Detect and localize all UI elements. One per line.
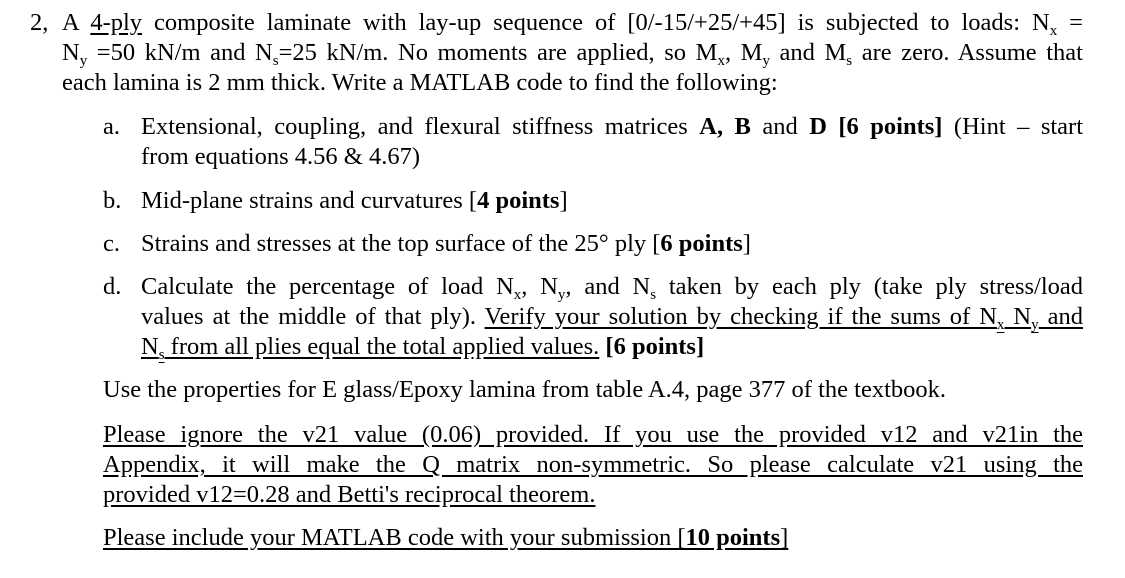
text-run: N xyxy=(1004,303,1032,330)
subscript: s xyxy=(272,53,279,69)
text-run: ] xyxy=(559,187,568,214)
question-number: 2, xyxy=(30,9,49,36)
text-run: Use the properties for E glass/Epoxy lamina from table A.4, page 377 of the textbook. xyxy=(103,376,947,403)
text-run: from equations 4.56 & 4.67) xyxy=(141,143,420,170)
subscript: x xyxy=(717,53,725,69)
text-run: =25 kN/m. No moments are applied, so M xyxy=(278,39,718,66)
item-marker: c. xyxy=(103,230,120,257)
subscript: y xyxy=(762,53,770,69)
text-line xyxy=(141,229,751,259)
text-run: 6 points xyxy=(660,230,743,257)
text-run: , M xyxy=(724,39,763,66)
text-run: Appendix, it will make the Q matrix non-symmetric. So please calculate v21 using the xyxy=(103,451,1083,478)
subscript: s xyxy=(158,347,165,363)
text-run: and xyxy=(750,113,810,140)
text-line xyxy=(141,302,1083,332)
subscript: x xyxy=(1049,23,1058,39)
text-line xyxy=(62,8,1083,38)
text-run: ] xyxy=(742,230,751,257)
subscript: y xyxy=(79,53,88,69)
text-run: N xyxy=(141,333,159,360)
text-run: from all plies equal the total applied values. xyxy=(164,333,600,360)
item-marker: b. xyxy=(103,187,122,214)
subscript: s xyxy=(846,53,853,69)
text-line xyxy=(103,420,1083,450)
text-run: 4-ply xyxy=(90,9,143,36)
text-line xyxy=(103,450,1083,480)
text-run: Extensional, coupling, and flexural stiffness matrices xyxy=(141,113,700,140)
text-run: provided v12=0.28 and Betti's reciprocal theorem. xyxy=(103,481,596,508)
subscript: y xyxy=(557,287,566,303)
text-run: taken by each ply (take ply stress/load xyxy=(656,273,1084,300)
text-line xyxy=(62,68,778,98)
text-run: and M xyxy=(769,39,847,66)
text-run: Verify your solution by checking if the sums of N xyxy=(484,303,997,330)
text-line xyxy=(141,112,1083,142)
text-line xyxy=(141,186,568,216)
text-run: A, B xyxy=(699,113,751,140)
text-run: N xyxy=(62,39,80,66)
text-run: =50 kN/m and N xyxy=(87,39,273,66)
text-run: Mid-plane strains and curvatures [ xyxy=(141,187,478,214)
text-line xyxy=(103,480,595,510)
subscript: s xyxy=(650,287,657,303)
text-run: Please include your MATLAB code with your submission [ xyxy=(103,524,686,551)
text-run: each lamina is 2 mm thick. Write a MATLAB code to find the following: xyxy=(62,69,778,96)
text-line xyxy=(141,142,420,172)
text-run: Strains and stresses at the top surface of the 25° ply [ xyxy=(141,230,661,257)
text-run: ] xyxy=(780,524,789,551)
text-line xyxy=(141,272,1083,302)
text-run: , N xyxy=(521,273,558,300)
text-line xyxy=(103,375,946,405)
text-run: and xyxy=(1038,303,1083,330)
text-run: 4 points xyxy=(477,187,560,214)
text-run: Calculate the percentage of load N xyxy=(141,273,514,300)
text-run: [6 points] xyxy=(599,333,705,360)
text-run: values at the middle of that ply). xyxy=(141,303,485,330)
text-line xyxy=(141,332,704,362)
subscript: x xyxy=(996,317,1005,333)
text-run: A xyxy=(62,9,91,36)
text-run: are zero. Assume that xyxy=(852,39,1083,66)
text-run: composite laminate with lay-up sequence of [0/-15/+25/+45] is subjected to loads: N xyxy=(142,9,1050,36)
subscript: x xyxy=(513,287,522,303)
text-line xyxy=(62,38,1083,68)
item-marker: d. xyxy=(103,273,122,300)
text-run: Please ignore the v21 value (0.06) provided. If you use the provided v12 and v21in the xyxy=(103,421,1083,448)
text-run: D [6 points] xyxy=(809,113,943,140)
text-line xyxy=(103,523,788,553)
subscript: y xyxy=(1031,317,1039,333)
text-run: 10 points xyxy=(685,524,781,551)
text-run: (Hint – start xyxy=(942,113,1084,140)
item-marker: a. xyxy=(103,113,120,140)
text-run: , and N xyxy=(565,273,651,300)
text-run: = xyxy=(1057,9,1083,36)
